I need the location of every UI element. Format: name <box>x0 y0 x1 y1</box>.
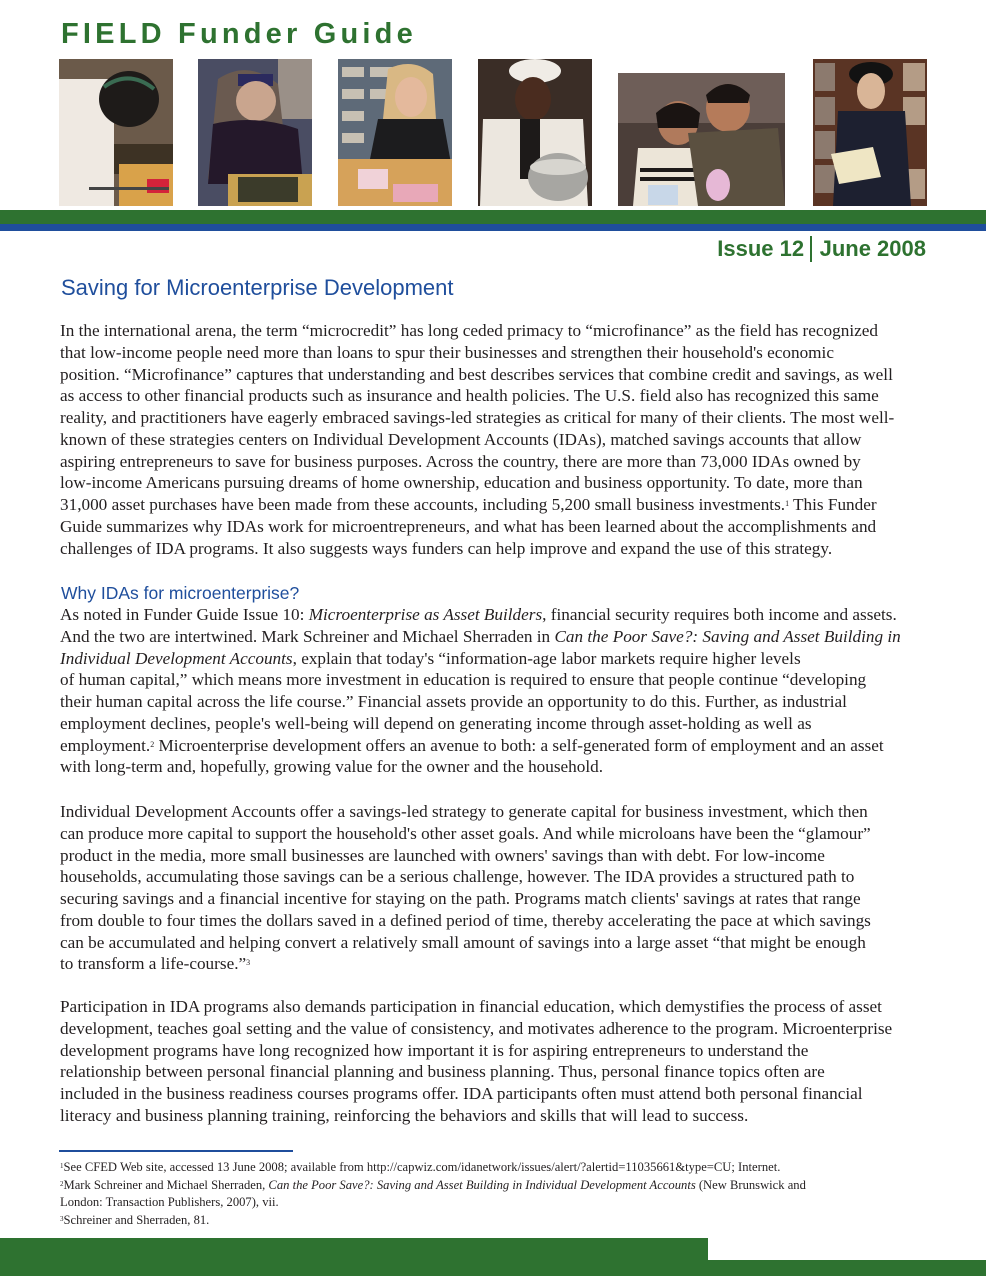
text-line: securing savings and a financial incentive for staying on the path. Programs match clients' savings at rates that range <box>60 889 861 908</box>
text-line: employment declines, people's well-being will depend on generating income through asset-holding as well as <box>60 713 812 733</box>
footnote-1 <box>60 1159 940 1177</box>
header-band-blue <box>0 224 986 231</box>
text-line <box>60 494 932 516</box>
footnote-text: See CFED Web site, accessed 13 June 2008; available from http://capwiz.com/idanetwork/issues/alert/?alertid=11035661&type=CU; Internet. <box>63 1160 781 1174</box>
footnotes <box>60 1159 940 1229</box>
text-segment: to transform a life-course.” <box>60 954 247 974</box>
text-line <box>60 604 932 626</box>
text-line: as access to other financial products such as insurance and health policies. The U.S. field also has recognized this same <box>60 386 879 406</box>
ida-strategy-paragraph <box>60 801 932 975</box>
text-line <box>60 953 932 975</box>
text-line: can produce more capital to support the household's other asset goals. And while microloans have been the “glamour” <box>60 823 871 843</box>
text-line: Participation in IDA programs also demands participation in financial education, which demystifies the process of asset <box>60 997 882 1016</box>
footnote-number: 3 <box>60 1214 64 1223</box>
text-line: literacy and business planning training, reinforcing the behaviors and skills that will lead to success. <box>60 1105 749 1125</box>
photo-baker-mixing <box>478 59 592 206</box>
issue-info <box>717 235 926 263</box>
text-line: can be accumulated and helping convert a relatively small amount of savings into a large asset “that might be enough <box>60 932 866 952</box>
cited-title: Microenterprise as Asset Builders <box>308 605 543 624</box>
text-segment: Microenterprise development offers an avenue to both: a self-generated form of employment and an asset <box>154 735 884 755</box>
footnote-text: Schreiner and Sherraden, 81. <box>63 1212 210 1227</box>
footnote-number: 2 <box>60 1179 64 1188</box>
footnote-2 <box>60 1177 940 1195</box>
text-line: aspiring entrepreneurs to save for business purposes. Across the country, there are more than 73,000 IDAs owned by <box>60 451 861 471</box>
publication-title: FIELD Funder Guide <box>61 18 417 50</box>
footnote-ref-2[interactable]: 2 <box>150 739 155 749</box>
text-segment: This Funder <box>789 495 877 514</box>
header-band-green <box>0 210 986 224</box>
text-segment: As noted in Funder Guide Issue 10: <box>60 605 309 624</box>
text-segment: , explain that today's “information-age labor markets require higher levels <box>292 648 801 668</box>
photo-artisan-jewelry <box>198 59 312 206</box>
text-segment: 31,000 asset purchases have been made from these accounts, including 5,200 small business investments. <box>60 495 786 514</box>
footer-band-extension <box>708 1260 986 1276</box>
photo-woman-smiling-craft <box>338 59 452 206</box>
text-segment: And the two are intertwined. Mark Schreiner and Michael Sherraden in <box>60 626 555 646</box>
footnote-number: 1 <box>60 1162 64 1170</box>
footnote-2-continued: London: Transaction Publishers, 2007), vii. <box>60 1195 279 1209</box>
text-segment: employment. <box>60 735 151 755</box>
text-line <box>60 648 932 670</box>
text-line: In the international arena, the term “microcredit” has long ceded primacy to “microfinance” as the field has recognized <box>60 321 878 340</box>
text-line: with long-term and, hopefully, growing value for the owner and the household. <box>60 757 604 777</box>
photo-chef-cutting <box>59 59 173 206</box>
footnote-ref-3[interactable]: 3 <box>246 958 251 968</box>
cited-title: Individual Development Accounts <box>60 648 293 668</box>
text-line: included in the business readiness courses programs offer. IDA participants often must attend both personal financial <box>60 1084 863 1103</box>
text-segment: , financial security requires both income and assets. <box>542 605 897 624</box>
issue-divider <box>810 236 812 262</box>
footnote-text: Mark Schreiner and Michael Sherraden, <box>63 1177 269 1192</box>
issue-date: June 2008 <box>819 236 926 261</box>
text-line <box>60 626 932 648</box>
footnote-text: (New Brunswick and <box>695 1177 806 1192</box>
text-line: development, teaches goal setting and the value of consistency, and motivates adherence to the program. Microenterprise <box>60 1018 893 1038</box>
text-line: that low-income people need more than loans to spur their businesses and strengthen their household's economic <box>60 342 834 362</box>
text-line: of human capital,” which means more investment in education is required to ensure that people continue “developing <box>60 670 867 690</box>
text-line: product in the media, more small businesses are launched with owners' savings than with debt. For low-income <box>60 845 825 865</box>
footnote-ref-1[interactable]: 1 <box>785 499 790 508</box>
text-line: position. “Microfinance” captures that understanding and best describes services that combine credit and savings, as well <box>60 364 893 384</box>
why-idas-paragraph <box>60 604 932 778</box>
text-line: their human capital across the life course.” Financial assets provide an opportunity to do this. Further, as industrial <box>60 692 847 711</box>
text-line: development programs have long recognized how important it is for aspiring entrepreneurs to understand the <box>60 1040 809 1060</box>
section-heading: Why IDAs for microenterprise? <box>61 583 300 603</box>
text-line: households, accumulating those savings can be a serious challenge, however. The IDA provides a structured path to <box>60 867 855 887</box>
cited-title: Can the Poor Save?: Saving and Asset Building in <box>554 626 901 646</box>
photo-bookstore-owner <box>813 59 927 206</box>
photo-couple-shop <box>618 73 785 206</box>
footer-band <box>0 1238 708 1276</box>
text-line: relationship between personal financial planning and business planning. Thus, personal finance topics often are <box>60 1062 825 1082</box>
text-line: reality, and practitioners have eagerly embraced savings-led strategies as critical for many of their clients. The most well- <box>60 408 895 427</box>
footnote-3 <box>60 1212 940 1230</box>
text-line: low-income Americans pursuing dreams of home ownership, education and business opportunity. To date, more than <box>60 473 863 493</box>
text-line: Individual Development Accounts offer a savings-led strategy to generate capital for business investment, which then <box>60 802 868 821</box>
text-line: Guide summarizes why IDAs work for microentrepreneurs, and what has been learned about the accomplishments and <box>60 516 877 536</box>
cited-title: Can the Poor Save?: Saving and Asset Building in Individual Development Accounts <box>268 1177 696 1192</box>
issue-number: Issue 12 <box>717 236 805 261</box>
article-title: Saving for Microenterprise Development <box>61 275 454 300</box>
text-line <box>60 735 932 757</box>
financial-education-paragraph <box>60 996 932 1127</box>
footnote-divider <box>59 1150 293 1152</box>
text-line: from double to four times the dollars saved in a defined period of time, thereby accelerating the pace at which savings <box>60 910 871 930</box>
text-line: known of these strategies centers on Individual Development Accounts (IDAs), matched savings accounts that allow <box>60 429 862 449</box>
text-line: challenges of IDA programs. It also suggests ways funders can help improve and expand the use of this strategy. <box>60 538 833 558</box>
intro-paragraph <box>60 320 932 559</box>
